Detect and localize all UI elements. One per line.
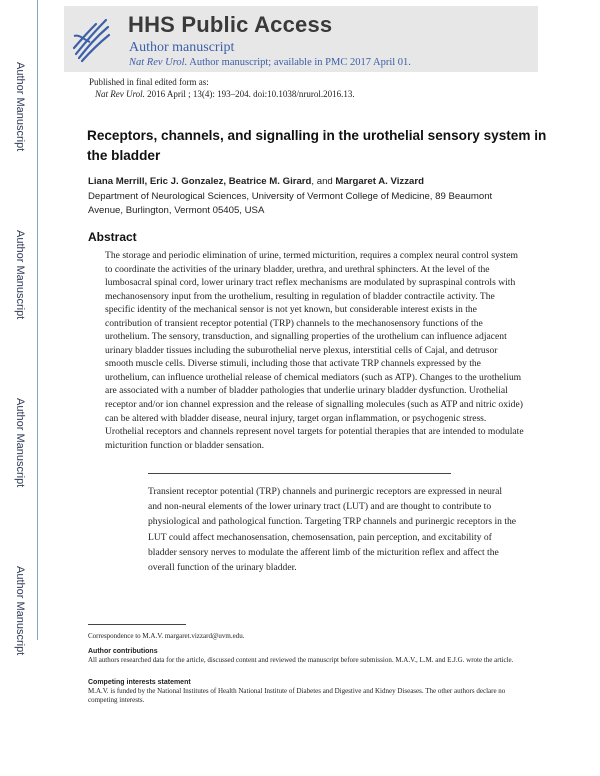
author-connector: , and [311, 176, 336, 187]
author-names: Liana Merrill, Eric J. Gonzalez, Beatrice M. Girard [88, 176, 312, 187]
availability-text: Author manuscript; available in PMC 2017 April 01. [187, 57, 411, 68]
author-contributions-heading: Author contributions [88, 648, 158, 655]
correspondence-note: Correspondence to M.A.V. margaret.vizzard@uvm.edu. [88, 632, 245, 640]
published-final-form-label: Published in final edited form as: [89, 77, 209, 87]
margin-divider [37, 0, 38, 640]
hhs-eagle-logo-icon [70, 14, 114, 64]
citation-journal: Nat Rev Urol. [95, 89, 145, 99]
author-list [88, 176, 424, 187]
author-last: Margaret A. Vizzard [335, 176, 424, 187]
author-affiliation: Department of Neurological Sciences, University of Vermont College of Medicine, 89 Beaumont Avenue, Burlington, Vermont 05405, USA [88, 191, 493, 216]
hhs-public-access-title: HHS Public Access [128, 12, 333, 37]
section-divider [148, 473, 451, 474]
left-margin-bar [0, 0, 38, 776]
citation-details: 2016 April ; 13(4): 193–204. doi:10.1038/nrurol.2016.13. [144, 89, 355, 99]
side-label-author-manuscript: Author Manuscript [14, 230, 26, 320]
competing-interests-heading: Competing interests statement [88, 679, 191, 686]
citation-line [95, 89, 355, 99]
side-label-author-manuscript: Author Manuscript [14, 566, 26, 656]
article-title: Receptors, channels, and signalling in the urothelial sensory system in the bladder [87, 128, 547, 163]
competing-interests-body: M.A.V. is funded by the National Institutes of Health National Institute of Diabetes and Digestive and Kidney Diseases. The other authors declare no competing interests. [88, 687, 506, 704]
key-points-paragraph: Transient receptor potential (TRP) channels and purinergic receptors are expressed in neural and non-neural elements of the lower urinary tract (LUT) and are thought to contribute to physiological and pathological function. Targeting TRP channels and purinergic receptors in the LUT could affect mechanosensation, chemosensation, pain perception, and excitability of bladder sensory nerves to modulate the afferent limb of the micturition reflex and affect the overall function of the urinary bladder. [148, 486, 517, 574]
author-contributions-body: All authors researched data for the article, discussed content and reviewed the manuscript before submission. M.A.V., L.M. and E.J.G. wrote the article. [88, 656, 514, 664]
side-label-author-manuscript: Author Manuscript [14, 62, 26, 152]
abstract-body: The storage and periodic elimination of urine, termed micturition, requires a complex neural control system to coordinate the activities of the urinary bladder, urethra, and urethral sphincters. At the level of the lumbosacral spinal cord, lower urinary tract reflex mechanisms are modulated by supraspinal controls with mechanosensory input from the urothelium, resulting in regulation of bladder contractile activity. The specific identity of the mechanical sensor is not yet known, but considerable interest exists in the contribution of transient receptor potential (TRP) channels to the mechanosensory functions of the urothelium. The sensory, transduction, and signalling properties of the urothelium can influence adjacent urinary bladder tissues including the suburothelial nerve plexus, interstitial cells of Cajal, and detrusor smooth muscle cells. Diverse stimuli, including those that activate TRP channels expressed by the urothelium, can influence urothelial release of chemical mediators (such as ATP). Changes to the urothelium are associated with a number of bladder pathologies that underlie urinary bladder dysfunction. Urothelial receptor and/or ion channel expression and the release of signalling molecules (such as ATP and nitric oxide) can be altered with bladder disease, neural injury, target organ inflammation, or psychogenic stress. Urothelial receptors and channels represent novel targets for potential therapies that are intended to modulate micturition function or bladder sensation. [105, 250, 524, 451]
footnote-divider [88, 624, 186, 625]
availability-journal: Nat Rev Urol. [129, 57, 188, 68]
abstract-heading: Abstract [88, 230, 137, 244]
author-manuscript-subtitle: Author manuscript [129, 40, 235, 55]
side-label-author-manuscript: Author Manuscript [14, 398, 26, 488]
availability-line [129, 57, 411, 68]
